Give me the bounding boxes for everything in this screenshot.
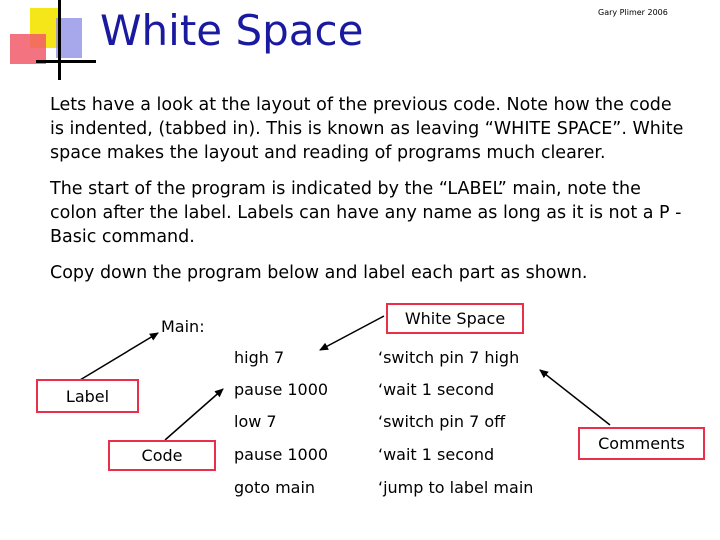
label-to-main-arrow [80,333,158,380]
paragraph-instruction: Copy down the program below and label each part as shown. [50,263,588,283]
white-space-callout: White Space [386,303,524,334]
label-callout: Label [36,379,139,413]
code-line: high 7 [234,348,285,367]
paragraph-label: The start of the program is indicated by the “LABEL” main, note the colon after the label. Labels can have any name as long as it is not a P - Basic command. [50,179,682,247]
code-line: goto main [234,478,316,497]
comments-callout: Comments [578,427,705,460]
comment-line: ‘jump to label main [378,478,534,497]
author-credit: Gary Plimer 2006 [598,8,668,17]
white-space-arrow [320,316,384,350]
comment-line: ‘switch pin 7 off [378,412,506,431]
code-line: pause 1000 [234,380,329,399]
comment-line: ‘wait 1 second [378,380,495,399]
code-callout: Code [108,440,216,471]
comment-line: ‘wait 1 second [378,445,495,464]
main-label-line: Main: [161,317,205,336]
comments-arrow [540,370,610,425]
code-line: pause 1000 [234,445,329,464]
paragraph-white-space: Lets have a look at the layout of the previous code. Note how the code is indented, (tabbed in). This is known as leaving “WHITE SPACE”. White space makes the layout and reading of programs much clearer. [50,95,684,163]
slide-title: White Space [100,6,364,55]
comment-line: ‘switch pin 7 high [378,348,520,367]
code-to-line-arrow [165,389,223,440]
code-line: low 7 [234,412,277,431]
